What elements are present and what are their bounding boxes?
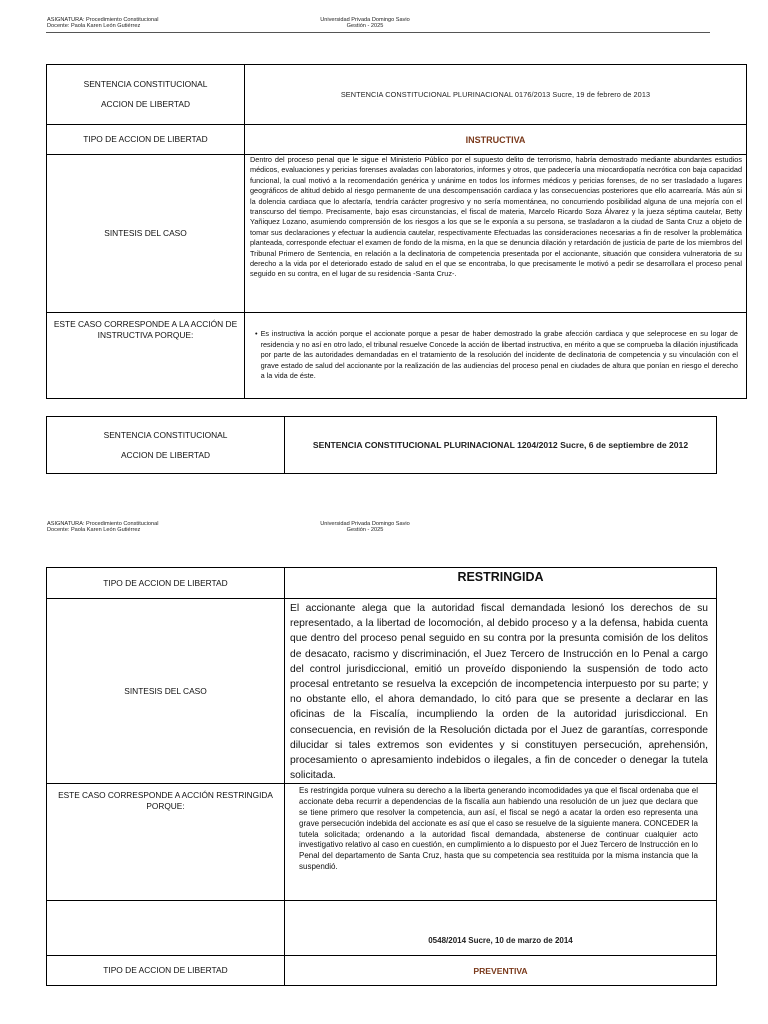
case2-reason-text: Es restringida porque vulnera su derecho a la liberta generando incomodidades ya que el fiscal ordenaba que el accionate deba recurrir a dependencias de la fiscalía aun habiendo una resolución de un juez que declara que se tiene primero que resolver la competencia, aun así, el fiscal se negó a acatar la orden eso representa una grave persecución indebida del accionate es así que el caso se resuelve de la siguiente manera. CONCEDER la tutela solicitada; ordenando a la autoridad fiscal demandada, abstenerse de continuar cualquier acto investigativo relativo al caso en cuestión, en cumplimiento a lo dispuesto por el Juez Tercero de Instrucción en lo Penal del departamento de Santa Cruz, hasta que su competencia sea restituida por la misma instancia que la suspendió. <box>285 784 717 901</box>
case1-sintesis-label: SINTESIS DEL CASO <box>47 155 245 313</box>
case2-label-cell <box>47 417 285 474</box>
page-header-center <box>300 17 430 30</box>
case3-empty-cell <box>47 901 285 956</box>
case1-tipo-label: TIPO DE ACCION DE LIBERTAD <box>47 125 245 155</box>
case2-sintesis-label: SINTESIS DEL CASO <box>47 599 285 784</box>
page2-header-center <box>300 521 430 534</box>
university-text: Universidad Privada Domingo Savio <box>320 521 410 527</box>
case1-reason-text: Es instructiva la acción porque el accionate porque a pesar de haber demostrado la grabe afección cardiaca y que seleprocese en su logar de residencia y no así en otro lado, el tribunal resuelve Concede la acción de libertad instructiva, en mérito a que se comprueba la dilación injustificada por parte de las autoridades demandadas en el tratamiento de la resolución del incidente de declinatoria de competencia y su vinculación con el grave estado de salud del accionante por la realización de las audiencias del proceso penal en ciudades de altura que ponían en riesgo el derecho a la vida de éste. <box>260 329 738 381</box>
case2-sentencia-row <box>47 417 717 474</box>
case2-sentencia: SENTENCIA CONSTITUCIONAL PLURINACIONAL 1204/2012 Sucre, 6 de septiembre de 2012 <box>285 417 717 474</box>
case1-tipo-value: INSTRUCTIVA <box>245 125 747 155</box>
case1-sintesis-text: Dentro del proceso penal que le sigue el Ministerio Público por el supuesto delito de terrorismo, habría demostrado mediante abundantes estudios médicos, evaluaciones y pericias forenses avaladas con laboratorios, informes y otros, que padecería una miocardiopatía necrótica con baja capacidad funcional, la cual motivó a la recomendación genérica y unánime en todos los informes médicos y pericias forenses, de no ser trasladado a lugares geográficos de altitud debido al riesgo permanente de una descompensación cardiaca y las consecuencias posteriores que ello acarrearía. Más aún si la dolencia cardiaca que lo afectaría, tendría carácter progresivo y no sería momentánea, no concurriendo posibilidad alguna de una mejoría con el transcurso del tiempo. Precisamente, bajo esas circunstancias, el fiscal de materia, Marcelo Ricardo Soza Álvarez y la jueza séptima cautelar, Betty Yañiquez Lozano, asumiendo comprensión de los riesgos a los que se le exponía a su persona, se trasladaron a la ciudad de Santa Cruz a objeto de tomar sus declaraciones y efectuar la audiencia cautelar, respectivamente Efectuadas las consideraciones necesarias a fin de resolver la problemática planteada, corresponde efectuar el examen de fondo de la misma, en la que se denuncia dilación y retardación de justicia de parte de los miembros del Tribunal Primero de Sentencia, en relación a la declinatoria de competencia presentada por el accionante, situación que considera vulneratoria de su derecho a la vida por el deteriorado estado de salud en el que se encontraba, lo que precisamente le motivó a pedir se desarrollara el proceso penal seguido en su contra, en el lugar de su residencia -Santa Cruz-. <box>245 155 747 313</box>
case1-reason-cell <box>245 313 747 399</box>
case2-reason-label: ESTE CASO CORRESPONDE A ACCIÓN RESTRINGIDA PORQUE: <box>47 784 285 901</box>
case3-tipo-row <box>47 956 717 986</box>
case3-tipo-value: PREVENTIVA <box>285 956 717 986</box>
case3-sentencia-row <box>47 901 717 956</box>
case1-reason-label: ESTE CASO CORRESPONDE A LA ACCIÓN DE INSTRUCTIVA PORQUE: <box>47 313 245 399</box>
case2-tipo-row <box>47 568 717 599</box>
case2-table <box>46 567 717 986</box>
case1-sentencia: SENTENCIA CONSTITUCIONAL PLURINACIONAL 0176/2013 Sucre, 19 de febrero de 2013 <box>245 65 747 125</box>
case1-reason-row <box>47 313 747 399</box>
case3-tipo-label: TIPO DE ACCION DE LIBERTAD <box>47 956 285 986</box>
case2-tipo-label: TIPO DE ACCION DE LIBERTAD <box>47 568 285 599</box>
header-rule <box>46 32 710 33</box>
case1-table <box>46 64 747 399</box>
university-text: Universidad Privada Domingo Savio <box>320 17 410 23</box>
case3-sentencia: 0548/2014 Sucre, 10 de marzo de 2014 <box>285 901 717 956</box>
subject-text: ASIGNATURA: Procedimiento Constitucional <box>47 17 159 23</box>
case1-label-line2: ACCION DE LIBERTAD <box>100 99 191 109</box>
page-header-left <box>47 17 159 30</box>
case1-reason-item <box>255 329 738 381</box>
teacher-text: Docente: Paola Karen León Gutiérrez <box>47 527 141 534</box>
case2-reason-row <box>47 784 717 901</box>
page2-header-left <box>47 521 159 534</box>
case2-label-line1: SENTENCIA CONSTITUCIONAL <box>103 429 228 440</box>
case1-sintesis-row <box>47 155 747 313</box>
case2-sintesis-row <box>47 599 717 784</box>
case2-sintesis-text: El accionante alega que la autoridad fiscal demandada lesionó los derechos de su representado, a la libertad de locomoción, al debido proceso y a la defensa, habida cuenta que dentro del proceso penal seguido en su contra por la presunta comisión de los delitos de desacato, racismo y discriminación, el Juez Tercero de Instrucción en lo Penal a cargo del control jurisdiccional, emitió un proveído disponiendo la suspensión de todo acto procesal entretanto se resuelva la excepción de incompetencia interpuesto por su parte; y no obstante ello, el ahora demandado, lo citó para que se presente a declarar en las oficinas de la Fiscalía, incumpliendo la orden de la autoridad jurisdiccional. En consecuencia, en revisión de la Resolución dictada por el Juez de garantías, corresponde dilucidar si tales extremos son evidentes y si constituyen persecución, aprehensión, procesamiento o apresamiento indebidos o ilegales, a fin de conceder o denegar la tutela solicitada. <box>285 599 717 784</box>
bullet-icon: • <box>255 329 258 339</box>
case1-label-cell <box>47 65 245 125</box>
case1-tipo-row <box>47 125 747 155</box>
case1-label-line1: SENTENCIA CONSTITUCIONAL <box>83 79 208 89</box>
period-text: Gestión - 2025 <box>346 23 384 30</box>
case2-tipo-value: RESTRINGIDA <box>285 568 717 599</box>
teacher-text: Docente: Paola Karen León Gutiérrez <box>47 23 141 30</box>
case2-label-line2: ACCION DE LIBERTAD <box>120 449 211 460</box>
case1-sentencia-row <box>47 65 747 125</box>
subject-text: ASIGNATURA: Procedimiento Constitucional <box>47 521 159 527</box>
case2-header-table <box>46 416 717 474</box>
period-text: Gestión - 2025 <box>346 527 384 534</box>
